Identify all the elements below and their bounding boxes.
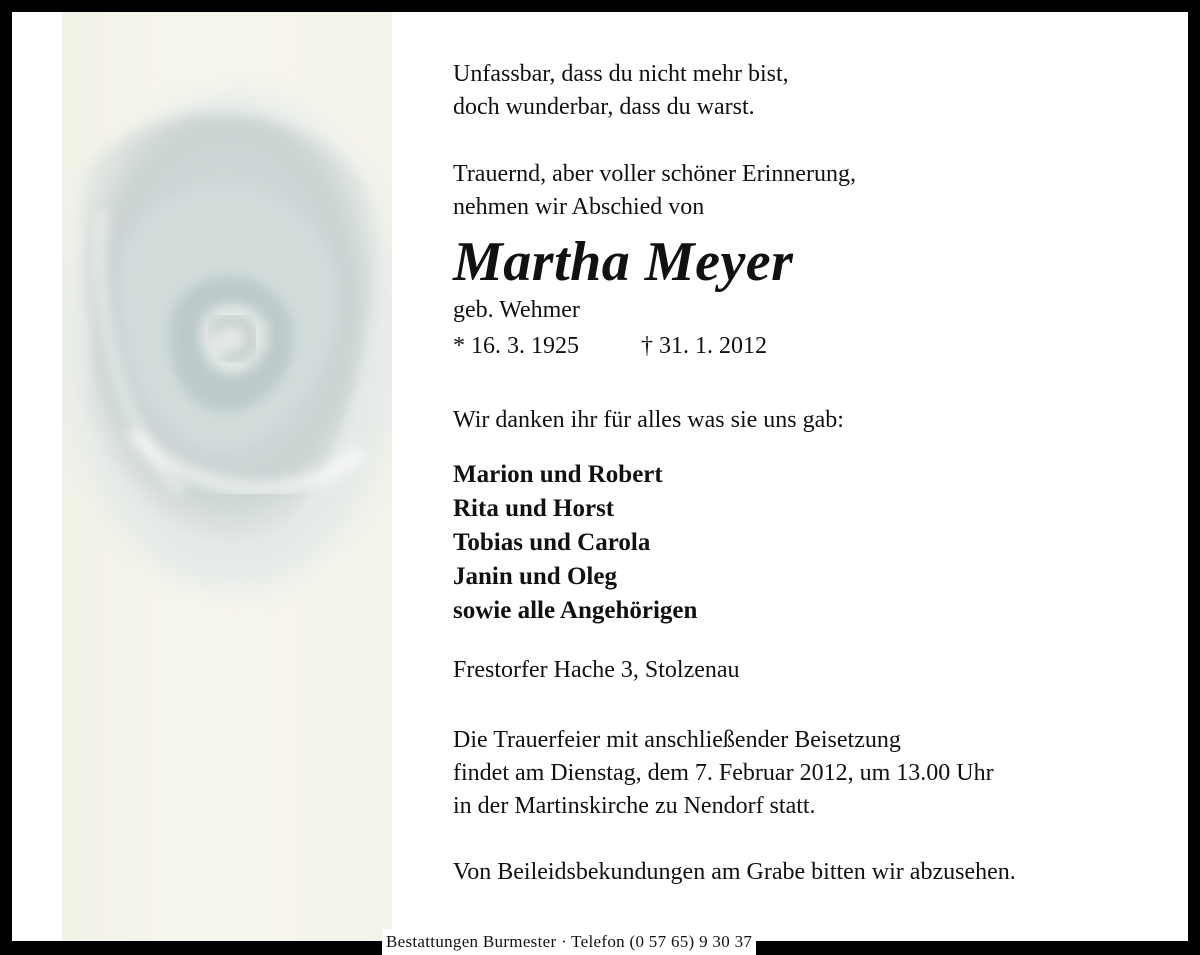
thanks-line: Wir danken ihr für alles was sie uns gab: <box>453 407 844 433</box>
death-date: † 31. 1. 2012 <box>641 333 767 359</box>
verse-line: doch wunderbar, dass du warst. <box>453 94 755 120</box>
rose-icon <box>62 12 392 941</box>
service-line: findet am Dienstag, dem 7. Februar 2012, um 13.00 Uhr <box>453 760 994 786</box>
obituary-notice <box>12 12 1188 941</box>
verse <box>453 58 789 124</box>
service-line: Die Trauerfeier mit anschließender Beisetzung <box>453 727 901 753</box>
rose-image-panel <box>62 12 392 941</box>
deceased-name: Martha Meyer <box>453 231 794 293</box>
address: Frestorfer Hache 3, Stolzenau <box>453 657 740 683</box>
service-line: in der Martinskirche zu Nendorf statt. <box>453 793 816 819</box>
verse-line: Unfassbar, dass du nicht mehr bist, <box>453 61 789 87</box>
birth-date: * 16. 3. 1925 <box>453 333 579 359</box>
family-member: Janin und Oleg <box>453 563 617 590</box>
intro-line: nehmen wir Abschied von <box>453 194 705 220</box>
family-member: Marion und Robert <box>453 461 663 488</box>
family-member: sowie alle Angehörigen <box>453 597 698 624</box>
family-member: Rita und Horst <box>453 495 615 522</box>
life-dates <box>453 330 767 363</box>
condolences-note: Von Beileidsbekundungen am Grabe bitten wir abzusehen. <box>453 859 1016 885</box>
family-list <box>453 458 697 628</box>
maiden-name: geb. Wehmer <box>453 297 580 323</box>
family-member: Tobias und Carola <box>453 529 651 556</box>
service-info <box>453 724 994 823</box>
intro <box>453 158 856 224</box>
funeral-home-footer: Bestattungen Burmester · Telefon (0 57 65) 9 30 37 <box>382 929 756 955</box>
intro-line: Trauernd, aber voller schöner Erinnerung, <box>453 161 856 187</box>
